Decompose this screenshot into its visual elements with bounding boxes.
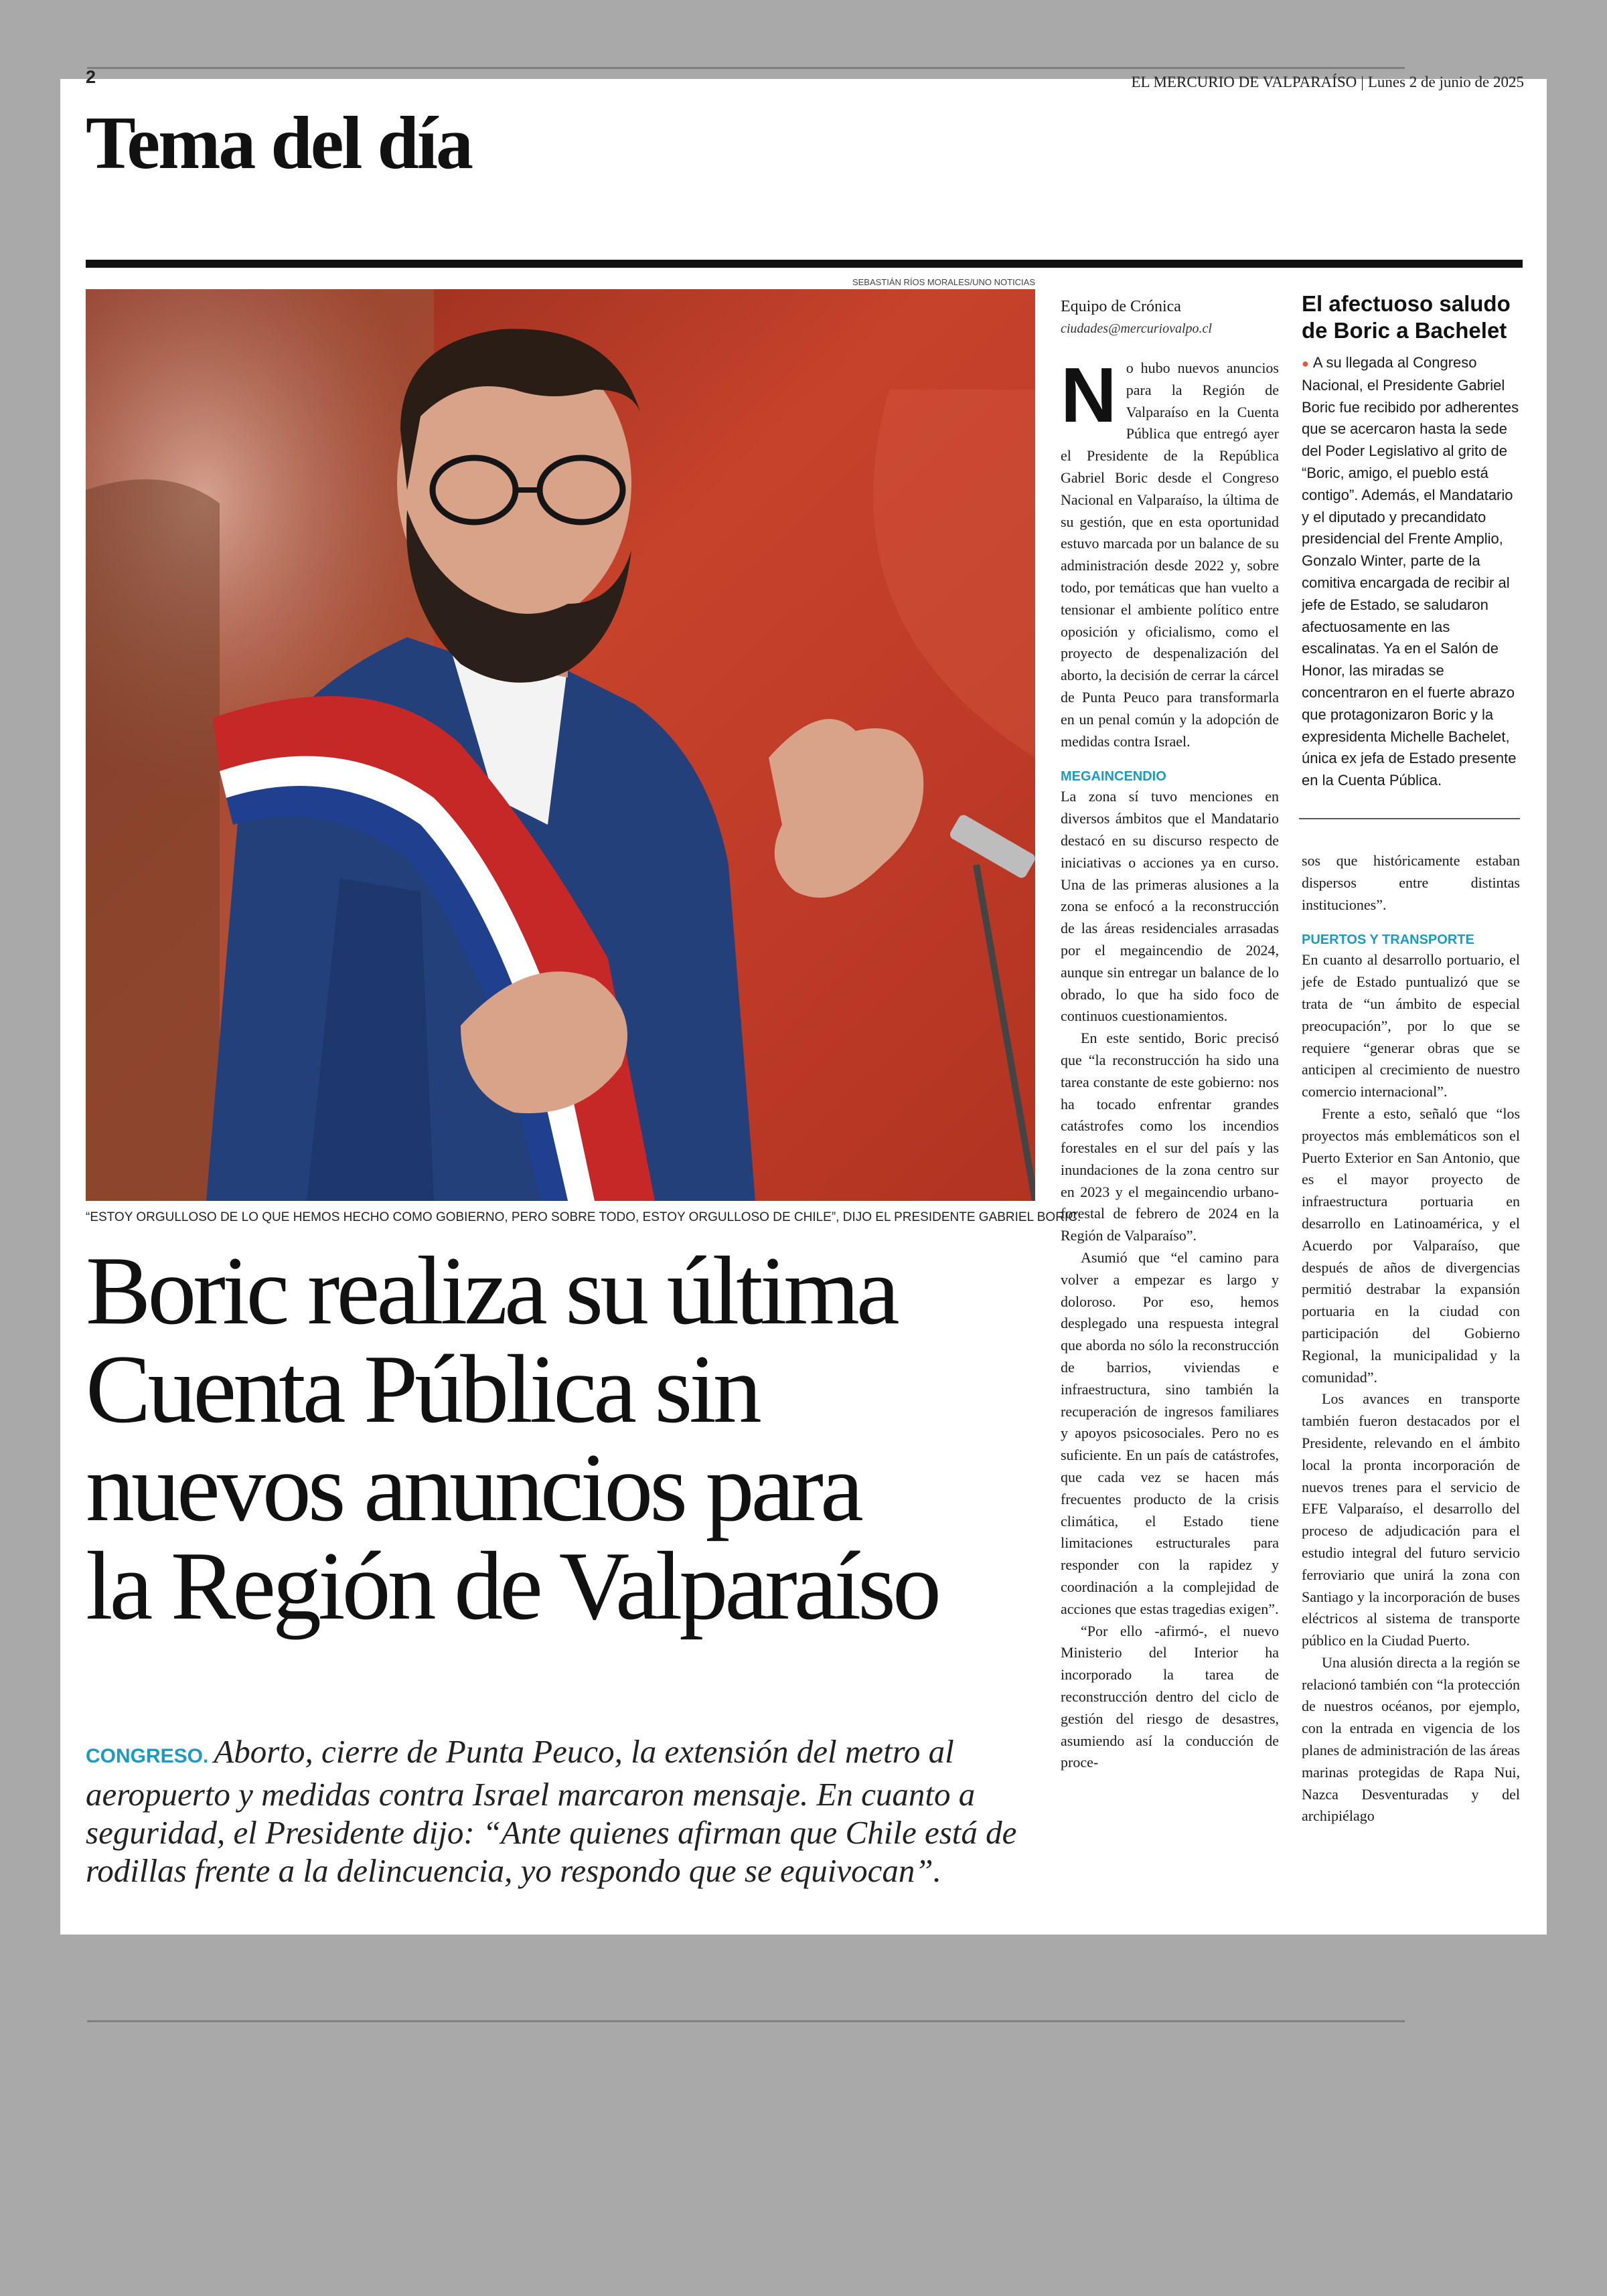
deck [86, 1732, 1043, 1890]
sidebar-rule [1299, 818, 1520, 819]
article-paragraph: Frente a esto, señaló que “los proyectos más emblemáticos son el Puerto Exterior en San Antonio, que es el mayor proyecto de infraestructura portuaria en desarrollo en Latinoamérica, y el Acuerdo por Valparaíso, que después de años de divergencias permitió destrabar la expansión portuaria en la ciudad con participación del Gobierno Regional, la municipalidad y la comunidad”. [1302, 1104, 1520, 1386]
article-paragraph [1061, 351, 1279, 752]
deck-text: Aborto, cierre de Punta Peuco, la extensión del metro al aeropuerto y medidas contra Israel marcaron mensaje. En cuanto a seguridad, el Presidente dijo: “Ante quienes afirman que Chile está de rodillas frente a la delincuencia, yo respondo que se equivocan”. [86, 1733, 1017, 1889]
headline-line: Cuenta Pública sin [86, 1335, 759, 1443]
subhead-puertos: PUERTOS Y TRANSPORTE [1302, 932, 1474, 948]
byline: Equipo de Crónica [1061, 298, 1181, 315]
sidebar-text [1302, 352, 1520, 792]
article-paragraph: “Por ello -afirmó-, el nuevo Ministerio del Interior ha incorporado la tarea de reconstrucción dentro del ciclo de gestión del riesgo de desastres, asumiendo así la conducción de proce- [1061, 1622, 1279, 1771]
masthead-separator: | [1361, 74, 1364, 90]
top-rule [87, 67, 1405, 69]
sidebar-box [1302, 291, 1520, 792]
photo-illustration [86, 289, 1035, 1201]
article-paragraph: Asumió que “el camino para volver a empezar es largo y doloroso. Por eso, hemos desplegado una respuesta integral que aborda no sólo la reconstrucción de barrios, viviendas e infraestructura, sino también la recuperación de ingresos familiares y apoyos psicosociales. Pero no es suficiente. En un país de catástrofes, que cada vez se hacen más frecuentes producto de la crisis climática, el Estado tiene limitaciones estructurales para responder con la rapidez y coordinación a la complejidad de acciones que estas tragedias exigen”. [1061, 1249, 1279, 1617]
masthead-date: Lunes 2 de junio de 2025 [1367, 74, 1524, 90]
drop-cap: N [1061, 351, 1117, 438]
article-paragraph: En cuanto al desarrollo portuario, el jefe de Estado puntualizó que se trata de “un ámbito de especial preocupación”, por lo que se requiere “generar obras que se anticipen al crecimiento de nuestro comercio internacional”. [1302, 951, 1520, 1100]
paragraph-text: o hubo nuevos anuncios para la Región de Valparaíso en la Cuenta Pública que entregó ayer el Presidente de la República Gabriel Boric desde el Congreso Nacional en Valparaíso, la última de su gestión, que en esta oportunidad estuvo marcada por un balance de su administración desde 2022 y, sobre todo, por temáticas que han vuelto a tensionar el ambiente político entre oposición y oficialismo, como el proyecto de despenalización del aborto, la decisión de cerrar la cárcel de Punta Peuco para transformarla en un penal común y la adopción de medidas contra Israel. [1061, 359, 1279, 750]
masthead-title: EL MERCURIO DE VALPARAÍSO [1131, 74, 1357, 90]
article-paragraph: En este sentido, Boric precisó que “la reconstrucción ha sido una tarea constante de este gobierno: nos ha tocado enfrentar grandes catástrofes como los incendios forestales en el sur del país y las inundaciones de la zona centro sur en 2023 y el megaincendio urbano-forestal de febrero de 2024 en la Región de Valparaíso”. [1061, 1030, 1279, 1244]
headline-line: nuevos anuncios para [86, 1433, 860, 1542]
photo-credit: SEBASTIÁN RÍOS MORALES/UNO NOTICIAS [852, 277, 1035, 287]
bottom-rule [87, 2020, 1405, 2022]
article-paragraph: Los avances en transporte también fueron destacados por el Presidente, relevando en el ámbito local la pronta incorporación de nuevos trenes para el servicio de EFE Valparaíso, el desarrollo del proceso de adjudicación para el estudio integral del futuro servicio ferroviario que unirá la zona con Santiago y la incorporación de buses eléctricos al sistema de transporte público en la Ciudad Puerto. [1302, 1390, 1520, 1649]
article-paragraph: La zona sí tuvo menciones en diversos ámbitos que el Mandatario destacó en su discurso respecto de iniciativas o acciones ya en curso. Una de las primeras alusiones a la zona se enfocó a la reconstrucción de las áreas residenciales arrasadas por el megaincendio de 2024, aunque sin entregar un balance de lo obrado, lo que ha sido foco de continuos cuestionamientos. [1061, 788, 1279, 1025]
subhead-megaincendio: MEGAINCENDIO [1061, 769, 1166, 785]
sidebar-paragraph: A su llegada al Congreso Nacional, el Presidente Gabriel Boric fue recibido por adherentes que se acercaron hasta la sede del Poder Legislativo al grito de “Boric, amigo, el pueblo está contigo”. Además, el Mandatario y el diputado y precandidato presidencial del Frente Amplio, Gonzalo Winter, parte de la comitiva encargada de recibir al jefe de Estado, se saludaron afectuosamente en las escalinatas. Ya en el Salón de Honor, las miradas se concentraron en el fuerte abrazo que protagonizaron Boric y la expresidenta Michelle Bachelet, única ex jefa de Estado presente en la Cuenta Pública. [1302, 354, 1519, 789]
article-column-2 [1302, 850, 1520, 1827]
deck-kicker: CONGRESO. [86, 1745, 209, 1767]
masthead [1131, 74, 1524, 91]
headline-line: la Región de Valparaíso [86, 1532, 938, 1640]
byline-email[interactable]: ciudades@mercuriovalpo.cl [1061, 321, 1212, 336]
bullet-icon: ● [1302, 357, 1309, 370]
section-title: Tema del día [86, 102, 471, 185]
article-paragraph: sos que históricamente estaban dispersos entre distintas instituciones”. [1302, 852, 1520, 913]
article-paragraph: Una alusión directa a la región se relacionó también con “la protección de nuestros océanos, por ejemplo, con la entrada en vigencia de los planes de administración de las áreas marinas protegidas de Rapa Nui, Nazca Desventuradas y del archipiélago [1302, 1653, 1520, 1825]
article-column-1 [1061, 295, 1279, 1774]
photo-caption: “ESTOY ORGULLOSO DE LO QUE HEMOS HECHO COMO GOBIERNO, PERO SOBRE TODO, ESTOY ORGULLOSO DE CHILE”, DIJO EL PRESIDENTE GABRIEL BORIC. [86, 1210, 1081, 1224]
photo [86, 289, 1035, 1201]
headline-line: Boric realiza su última [86, 1236, 897, 1345]
sidebar-title: El afectuoso saludo de Boric a Bachelet [1302, 291, 1511, 343]
page-number: 2 [86, 67, 96, 87]
section-rule [86, 260, 1523, 268]
headline [86, 1236, 1050, 1640]
